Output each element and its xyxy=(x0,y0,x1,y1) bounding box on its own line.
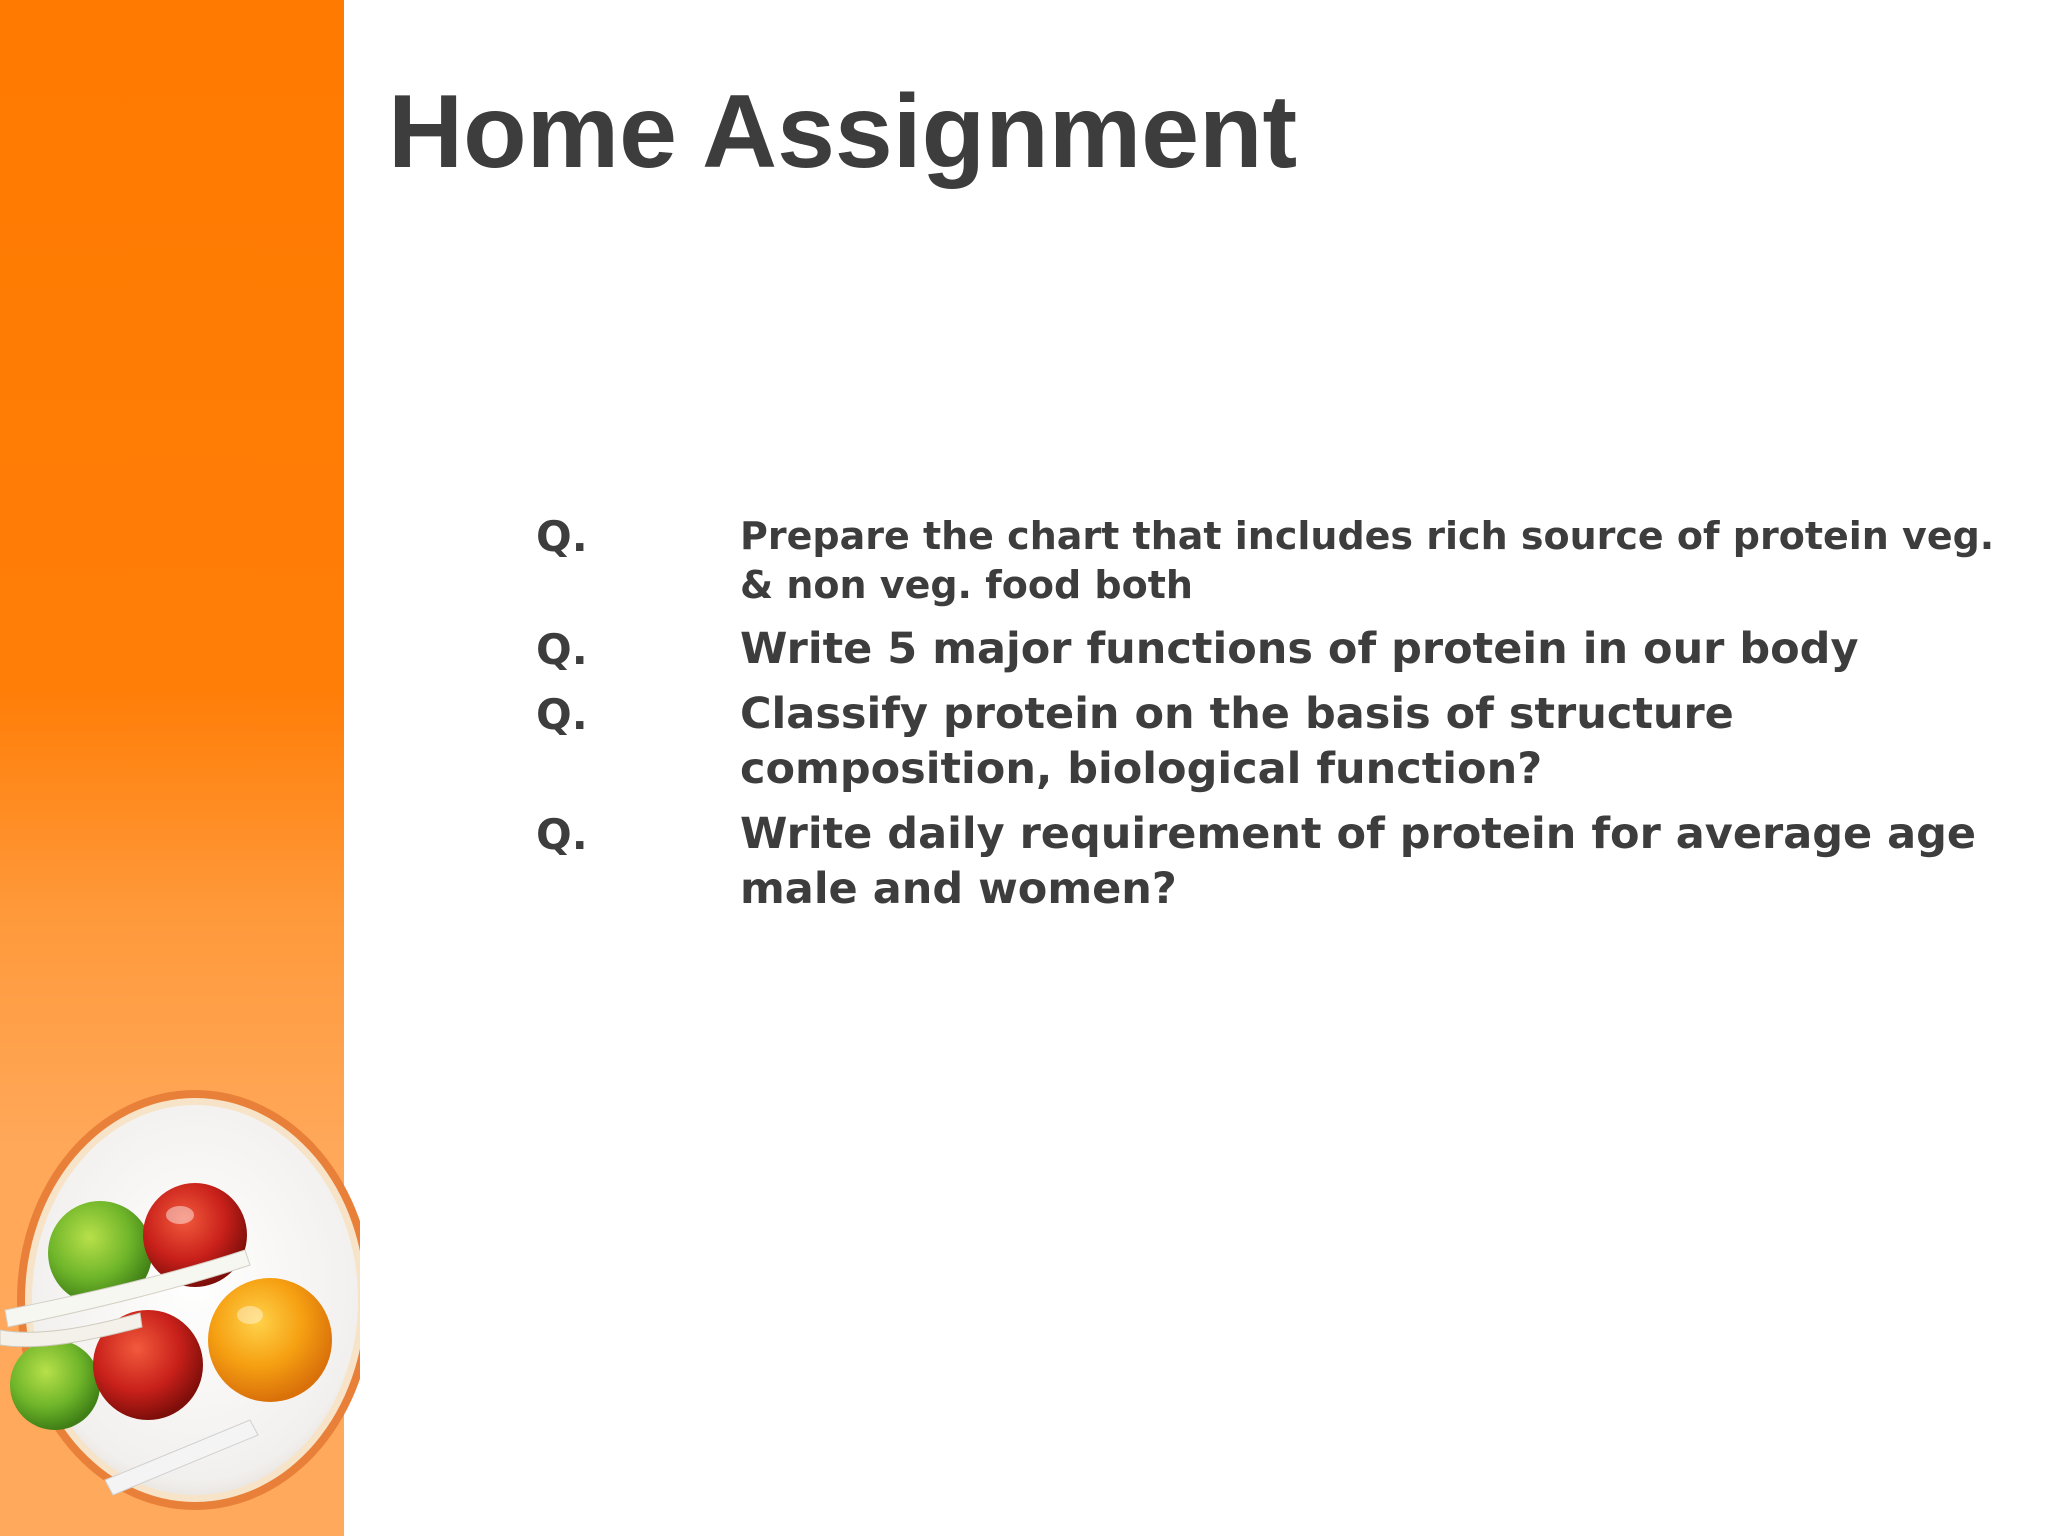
question-label: Q. xyxy=(536,690,588,739)
question-text: Write daily requirement of protein for average age male and women? xyxy=(740,809,1977,914)
question-label: Q. xyxy=(536,512,588,561)
list-item xyxy=(536,512,2006,610)
question-label: Q. xyxy=(536,810,588,859)
list-item xyxy=(536,687,2006,797)
list-item xyxy=(536,622,2006,677)
orange-highlight xyxy=(237,1306,263,1324)
apple-green-bottom xyxy=(10,1340,100,1430)
apple-highlight xyxy=(166,1206,194,1224)
question-text: Prepare the chart that includes rich source of protein veg. & non veg. food both xyxy=(740,514,1995,607)
list-item xyxy=(536,807,2006,917)
fruits-measuring-tape-illustration xyxy=(0,1075,360,1515)
question-text: Write 5 major functions of protein in our body xyxy=(740,624,1859,674)
question-text: Classify protein on the basis of structure composition, biological function? xyxy=(740,689,1734,794)
question-list xyxy=(536,512,2006,927)
question-label: Q. xyxy=(536,625,588,674)
orange-fruit xyxy=(208,1278,332,1402)
page-title: Home Assignment xyxy=(388,74,1298,190)
